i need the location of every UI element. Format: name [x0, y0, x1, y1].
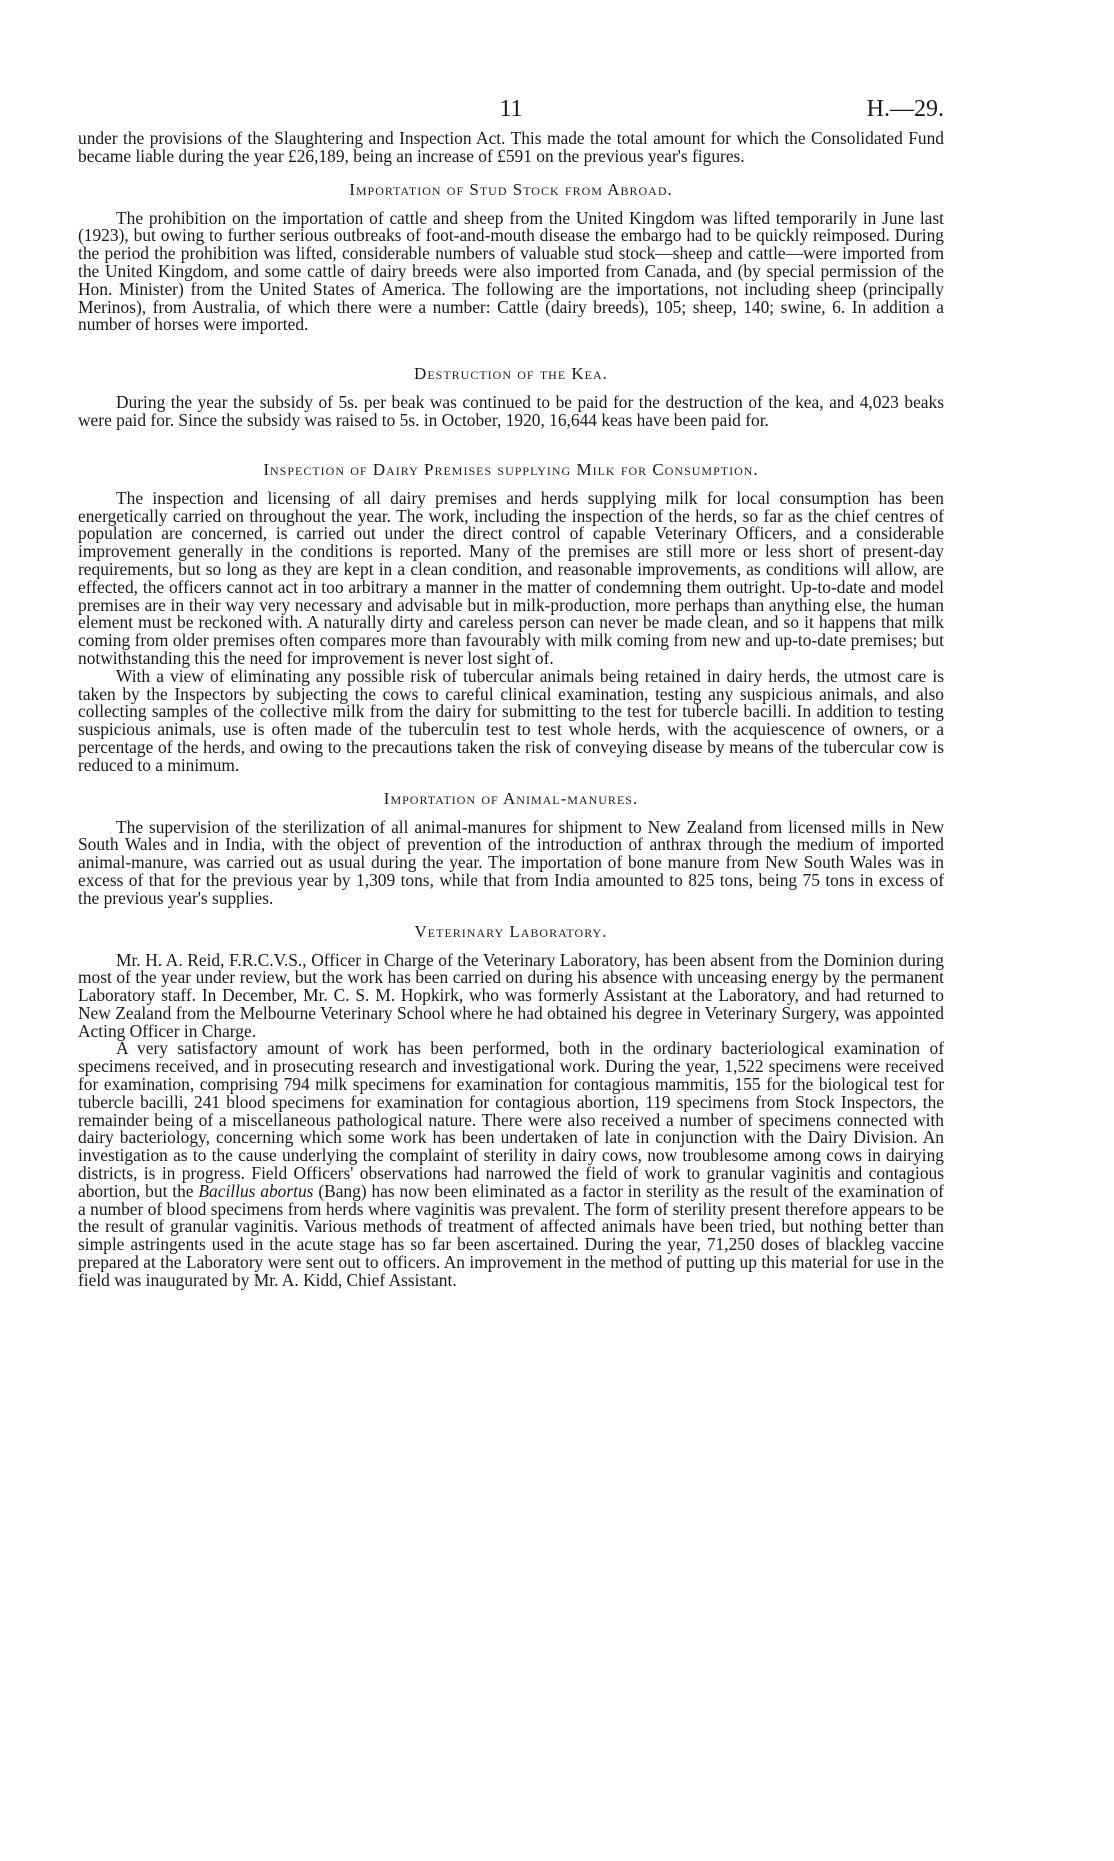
- stud-stock-paragraph: The prohibition on the importation of cattle and sheep from the United Kingdom was lifted temporarily in June last (1923), but owing to further serious outbreaks of foot-and-mouth disease the embargo had to be quickly reimposed. During the period the prohibition was lifted, considerable numbers of valuable stud stock—sheep and cattle—were imported from the United Kingdom, and some cattle of dairy breeds were also imported from Canada, and (by special permission of the Hon. Minister) from the United States of America. The following are the importations, not including sheep (principally Merinos), from Australia, of which there were a number: Cattle (dairy breeds), 105; sheep, 140; swine, 6. In addition a number of horses were imported.: [78, 207, 944, 335]
- section-heading-laboratory: Veterinary Laboratory.: [414, 921, 608, 941]
- page-number: 11: [499, 96, 523, 122]
- laboratory-paragraph-2-start: A very satisfactory amount of work has been performed, both in the ordinary bacteriological examination of specimens received, and in prosecuting research and investigational work. During the year, 1,522 specimens were received for examination, comprising 794 milk specimens for examination for contagious mammitis, 155 for the biological test for tubercle bacilli, 241 blood specimens for examination for contagious abortion, 119 specimens from Stock Inspectors, the remainder being of a miscellaneous pathological nature. There were also received a number of specimens connected with dairy bacteriology, concerning which some work has been undertaken of late in conjunction with the Dairy Division. An investigation as to the cause underlying the complaint of sterility in dairy cows, now troublesome among cows in dairying districts, is in progress. Field Officers' observations had narrowed the field of work to granular vaginitis and contagious abortion, but the: [78, 1038, 944, 1201]
- manures-paragraph: The supervision of the sterilization of all animal-manures for shipment to New Zealand from licensed mills in New South Wales and in India, with the object of prevention of the introduction of anthrax through the medium of imported animal-manure, was carried out as usual during the year. The importation of bone manure from New South Wales was in excess of that for the previous year by 1,309 tons, while that from India amounted to 825 tons, being 75 tons in excess of the previous year's supplies.: [78, 816, 944, 908]
- section-heading-manures: Importation of Animal-manures.: [383, 788, 639, 808]
- section-heading-kea: Destruction of the Kea.: [414, 364, 608, 384]
- page-header: [78, 96, 944, 130]
- kea-paragraph: During the year the subsidy of 5s. per beak was continued to be paid for the destruction of the kea, and 4,023 beaks were paid for. Since the subsidy was raised to 5s. in October, 1920, 16,644 keas have been paid for.: [78, 392, 944, 430]
- section-heading-stud-stock: Importation of Stud Stock from Abroad.: [349, 179, 673, 199]
- document-page: [78, 96, 944, 1290]
- species-name-italic: Bacillus abortus: [198, 1180, 314, 1201]
- laboratory-paragraph-1: Mr. H. A. Reid, F.R.C.V.S., Officer in Charge of the Veterinary Laboratory, has been absent from the Dominion during most of the year under review, but the work has been carried on during his absence with unceasing energy by the permanent Laboratory staff. In December, Mr. C. S. M. Hopkirk, who was formerly Assistant at the Laboratory, and had returned to New Zealand from the Melbourne Veterinary School where he had obtained his degree in Veterinary Surgery, was appointed Acting Officer in Charge.: [78, 949, 944, 1041]
- intro-paragraph: under the provisions of the Slaughtering and Inspection Act. This made the total amount for which the Consolidated Fund became liable during the year £26,189, being an increase of £591 on the previous year's figures.: [78, 128, 944, 166]
- dairy-paragraph-1: The inspection and licensing of all dairy premises and herds supplying milk for local consumption has been energetically carried on throughout the year. The work, including the inspection of the herds, so far as the chief centres of population are concerned, is carried out under the direct control of capable Veterinary Officers, and a considerable improvement generally in the conditions is reported. Many of the premises are still more or less short of present-day requirements, but so long as they are kept in a clean condition, and reasonable improvements, as conditions will allow, are effected, the officers cannot act in too arbitrary a manner in the matter of condemning them outright. Up-to-date and model premises are in their way very necessary and advisable but in milk-production, more perhaps than anything else, the human element must be reckoned with. A naturally dirty and careless person can never be made clean, and so it happens that milk coming from older premises often compares more than favourably with milk coming from new and up-to-date premises; but notwithstanding this the need for improvement is never lost sight of.: [78, 487, 944, 668]
- section-heading-dairy: Inspection of Dairy Premises supplying Milk for Consumption.: [263, 459, 759, 479]
- dairy-paragraph-2: With a view of eliminating any possible risk of tubercular animals being retained in dairy herds, the utmost care is taken by the Inspectors by subjecting the cows to careful clinical examination, testing any suspicious animals, and also collecting samples of the collective milk from the dairy for submitting to the test for tubercle bacilli. In addition to testing suspicious animals, use is often made of the tuberculin test to test whole herds, with the acquiescence of owners, or a percentage of the herds, and owing to the precautions taken the risk of conveying disease by means of the tubercular cow is reduced to a minimum.: [78, 665, 944, 775]
- document-reference: H.—29.: [866, 96, 944, 122]
- laboratory-paragraph-2-end: (Bang) has now been eliminated as a factor in sterility as the result of the examination of a number of blood specimens from herds where vaginitis was prevalent. The form of sterility present therefore appears to be the result of granular vaginitis. Various methods of treatment of affected animals have been tried, but nothing better than simple astringents used in the acute stage has so far been ascertained. During the year, 71,250 doses of blackleg vaccine prepared at the Laboratory were sent out to officers. An improvement in the method of putting up this material for use in the field was inaugurated by Mr. A. Kidd, Chief Assistant.: [78, 1180, 944, 1290]
- laboratory-paragraph-2: [78, 1040, 944, 1289]
